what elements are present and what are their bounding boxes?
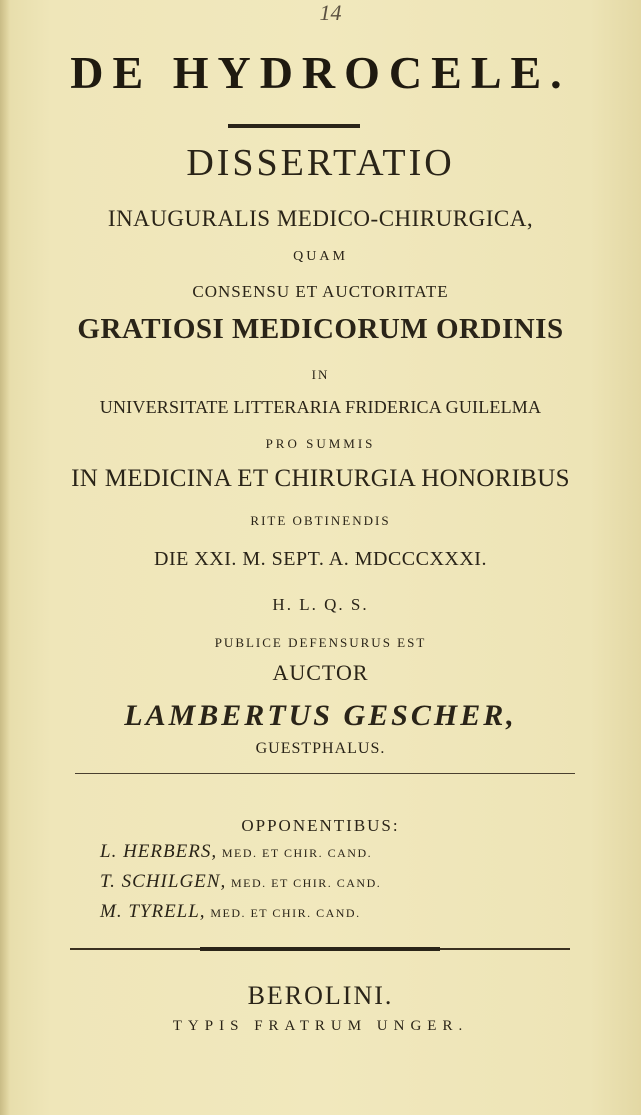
in-medicina-line: IN MEDICINA ET CHIRURGIA HONORIBUS [71, 465, 570, 492]
opponent-row [100, 901, 361, 923]
opponent-title: MED. ET CHIR. CAND. [230, 876, 382, 890]
divider-line [75, 773, 575, 774]
in-line: IN [311, 367, 330, 382]
ornamental-rule-bottom-bold [200, 947, 440, 951]
universitate-line: UNIVERSITATE LITTERARIA FRIDERICA GUILELMA [99, 397, 542, 417]
inauguralis-line: INAUGURALIS MEDICO-CHIRURGICA, [107, 206, 534, 231]
consensu-line: CONSENSU ET AUCTORITATE [192, 282, 449, 301]
auctor-line: AUCTOR [272, 660, 369, 685]
opponent-name: T. SCHILGEN, [100, 871, 227, 892]
opponent-title: MED. ET CHIR. CAND. [221, 846, 373, 860]
printer-line: TYPIS FRATRUM UNGER. [172, 1018, 469, 1034]
quam-line: QUAM [293, 249, 348, 264]
ornamental-rule-top [228, 124, 360, 128]
opponent-row [100, 871, 381, 893]
rite-line: RITE OBTINENDIS [250, 513, 391, 528]
city-line: BEROLINI. [247, 981, 394, 1010]
opponent-title: MED. ET CHIR. CAND. [210, 906, 361, 920]
gratiosi-line: GRATIOSI MEDICORUM ORDINIS [77, 313, 564, 345]
main-title: DE HYDROCELE. [70, 47, 571, 98]
folio-number: 14 [319, 0, 342, 25]
opponent-name: L. HERBERS, [100, 841, 218, 862]
author-origin: GUESTPHALUS. [255, 740, 386, 757]
opponent-name: M. TYRELL, [100, 901, 206, 922]
opponents-heading: OPPONENTIBUS: [241, 816, 400, 835]
author-name: LAMBERTUS GESCHER, [124, 699, 517, 732]
opponent-row [100, 841, 372, 863]
pro-summis-line: PRO SUMMIS [265, 436, 376, 451]
publice-line: PUBLICE DEFENSURUS EST [214, 635, 427, 650]
hlqs-line: H. L. Q. S. [272, 595, 369, 614]
date-line: DIE XXI. M. SEPT. A. MDCCCXXXI. [154, 548, 487, 570]
dissertatio-heading: DISSERTATIO [186, 142, 455, 184]
